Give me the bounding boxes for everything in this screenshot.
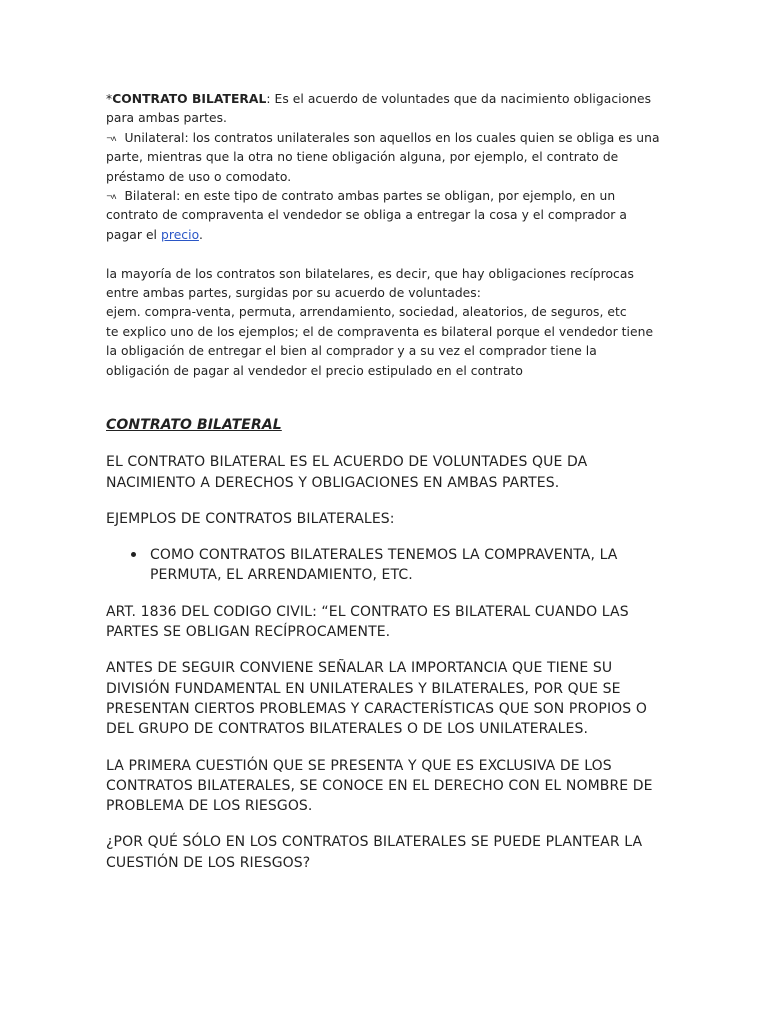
bullet-glyph-icon: ¬ʌ bbox=[106, 133, 116, 143]
bilateral-item bbox=[106, 187, 662, 245]
bilateral-text: Bilateral: en este tipo de contrato ambas partes se obligan, por ejemplo, en un contrato de compraventa el vendedor se obliga a entregar la cosa y el comprador a pagar el bbox=[106, 189, 627, 242]
definition-paragraph bbox=[106, 90, 662, 129]
unilateral-item bbox=[106, 129, 662, 187]
asterisk: * bbox=[106, 92, 113, 106]
unilateral-text: Unilateral: los contratos unilaterales son aquellos en los cuales quien se obliga es una parte, mientras que la otra no tiene obligación alguna, por ejemplo, el contrato de préstamo de uso o comodato. bbox=[106, 130, 660, 184]
intro-section bbox=[106, 90, 662, 381]
article-paragraph: ART. 1836 DEL CODIGO CIVIL: “EL CONTRATO ES BILATERAL CUANDO LAS PARTES SE OBLIGAN RECÍPROCAMENTE. bbox=[106, 603, 629, 641]
term-contrato-bilateral: CONTRATO BILATERAL bbox=[112, 92, 267, 106]
why-question-paragraph: ¿POR QUÉ SÓLO EN LOS CONTRATOS BILATERALES SE PUEDE PLANTEAR LA CUESTIÓN DE LOS RIESGOS? bbox=[106, 834, 643, 871]
list-item-text: COMO CONTRATOS BILATERALES TENEMOS LA COMPRAVENTA, LA PERMUTA, EL ARRENDAMIENTO, ETC. bbox=[150, 547, 618, 584]
paragraph-gap bbox=[106, 245, 662, 264]
examples-line: ejem. compra-venta, permuta, arrendamiento, sociedad, aleatorios, de seguros, etc bbox=[106, 305, 627, 320]
main-definition: EL CONTRATO BILATERAL ES EL ACUERDO DE VOLUNTADES QUE DA NACIMIENTO A DERECHOS Y OBLIGACIONES EN AMBAS PARTES. bbox=[106, 454, 588, 491]
list-item bbox=[150, 545, 662, 586]
bullet-icon bbox=[131, 552, 136, 557]
bilateral-end: . bbox=[198, 227, 203, 242]
majority-paragraph: la mayoría de los contratos son bilatelares, es decir, que hay obligaciones recíprocas entre ambas partes, surgidas por su acuerdo de voluntades: bbox=[106, 266, 634, 301]
precio-link[interactable]: precio bbox=[161, 227, 199, 242]
section-heading: CONTRATO BILATERAL bbox=[106, 417, 282, 433]
examples-list bbox=[106, 545, 662, 586]
explanation-paragraph: te explico uno de los ejemplos; el de compraventa es bilateral porque el vendedor tiene la obligación de entregar el bien al comprador y a su vez el comprador tiene la obligación de pagar al vendedor el precio estipulado en el contrato bbox=[106, 324, 654, 378]
bullet-glyph-icon: ¬ʌ bbox=[106, 192, 116, 202]
definition-text: Es el acuerdo de voluntades que da nacimiento obligaciones para ambas partes. bbox=[106, 92, 652, 126]
examples-title: EJEMPLOS DE CONTRATOS BILATERALES: bbox=[106, 510, 395, 527]
term-colon: : bbox=[266, 92, 271, 106]
importance-paragraph: ANTES DE SEGUIR CONVIENE SEÑALAR LA IMPORTANCIA QUE TIENE SU DIVISIÓN FUNDAMENTAL EN UNILATERALES Y BILATERALES, POR QUE SE PRESENTAN CIERTOS PROBLEMAS Y CARACTERÍSTICAS QUE SON PROPIOS O DEL GRUPO DE CONTRATOS BILATERALES O DE LOS UNILATERALES. bbox=[106, 660, 647, 738]
main-section bbox=[106, 415, 662, 889]
first-question-paragraph: LA PRIMERA CUESTIÓN QUE SE PRESENTA Y QUE ES EXCLUSIVA DE LOS CONTRATOS BILATERALES, SE CONOCE EN EL DERECHO CON EL NOMBRE DE PROBLEMA DE LOS RIESGOS. bbox=[106, 757, 653, 815]
